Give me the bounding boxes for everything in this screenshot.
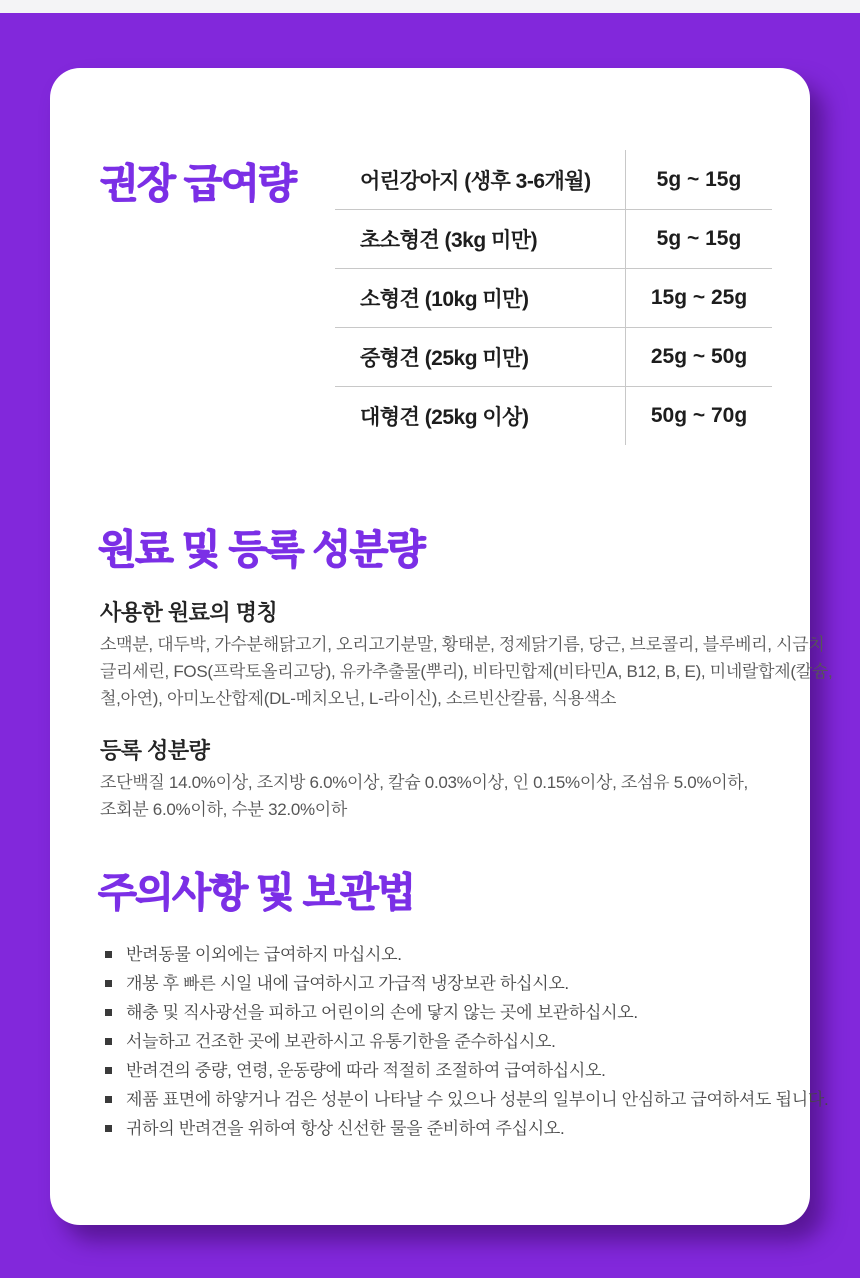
table-cell-value: 25g ~ 50g xyxy=(625,328,772,386)
top-strip xyxy=(0,0,860,13)
bullet-square-icon xyxy=(105,980,112,987)
ingredient-names-text xyxy=(100,631,832,712)
table-cell-label: 초소형견 (3kg 미만) xyxy=(360,229,538,252)
registered-analysis-text xyxy=(100,769,748,823)
bullet-square-icon xyxy=(105,1009,112,1016)
table-row xyxy=(335,386,772,445)
caution-text: 반려견의 중량, 연령, 운동량에 따라 적절히 조절하여 급여하십시오. xyxy=(126,1061,606,1080)
bullet-square-icon xyxy=(105,951,112,958)
caution-text: 개봉 후 빠른 시일 내에 급여하시고 가급적 냉장보관 하십시오. xyxy=(126,974,569,993)
caution-text: 해충 및 직사광선을 피하고 어린이의 손에 닿지 않는 곳에 보관하십시오. xyxy=(126,1003,638,1022)
caution-text: 반려동물 이외에는 급여하지 마십시오. xyxy=(126,945,402,964)
list-item xyxy=(105,1027,828,1056)
bullet-square-icon xyxy=(105,1067,112,1074)
bullet-square-icon xyxy=(105,1038,112,1045)
caution-text: 귀하의 반려견을 위하여 항상 신선한 물을 준비하여 주십시오. xyxy=(126,1119,565,1138)
table-cell-label: 중형견 (25kg 미만) xyxy=(360,347,529,370)
product-info-card xyxy=(50,68,833,1225)
caution-text: 서늘하고 건조한 곳에 보관하시고 유통기한을 준수하십시오. xyxy=(126,1032,556,1051)
table-cell-value: 50g ~ 70g xyxy=(625,387,772,445)
feeding-amount-table xyxy=(335,150,772,445)
table-row xyxy=(335,327,772,386)
ingredients-section-title: 원료 및 등록 성분량 xyxy=(98,528,424,572)
text-line: 소맥분, 대두박, 가수분해닭고기, 오리고기분말, 황태분, 정제닭기름, 당근, 브로콜리, 블루베리, 시금치 xyxy=(100,635,825,654)
text-line: 글리세린, FOS(프락토올리고당), 유카추출물(뿌리), 비타민합제(비타민A, B12, B, E), 미네랄합제(칼슘, xyxy=(100,662,833,681)
table-cell-label: 소형견 (10kg 미만) xyxy=(360,288,529,311)
list-item xyxy=(105,1056,828,1085)
caution-section-title: 주의사항 및 보관법 xyxy=(98,871,415,915)
list-item xyxy=(105,940,828,969)
text-line: 조회분 6.0%이하, 수분 32.0%이하 xyxy=(100,800,348,819)
table-cell-value: 5g ~ 15g xyxy=(625,210,772,268)
table-cell-label: 대형견 (25kg 이상) xyxy=(360,406,529,429)
ingredient-names-subtitle: 사용한 원료의 명칭 xyxy=(100,600,278,625)
bullet-square-icon xyxy=(105,1125,112,1132)
list-item xyxy=(105,1114,828,1143)
table-row xyxy=(335,209,772,268)
table-row xyxy=(335,268,772,327)
table-cell-value: 15g ~ 25g xyxy=(625,269,772,327)
table-row xyxy=(335,150,772,209)
registered-analysis-subtitle: 등록 성분량 xyxy=(100,738,210,763)
text-line: 조단백질 14.0%이상, 조지방 6.0%이상, 칼슘 0.03%이상, 인 0.15%이상, 조섬유 5.0%이하, xyxy=(100,773,748,792)
feeding-section-title: 권장 급여량 xyxy=(100,162,296,206)
bullet-square-icon xyxy=(105,1096,112,1103)
list-item xyxy=(105,969,828,998)
table-cell-label: 어린강아지 (생후 3-6개월) xyxy=(360,169,591,193)
list-item xyxy=(105,998,828,1027)
text-line: 철,아연), 아미노산합제(DL-메치오닌, L-라이신), 소르빈산칼륨, 식용색소 xyxy=(100,689,617,708)
list-item xyxy=(105,1085,828,1114)
caution-text: 제품 표면에 하얗거나 검은 성분이 나타날 수 있으나 성분의 일부이니 안심하고 급여하셔도 됩니다. xyxy=(126,1090,829,1109)
caution-list xyxy=(105,940,828,1143)
table-cell-value: 5g ~ 15g xyxy=(625,150,772,209)
